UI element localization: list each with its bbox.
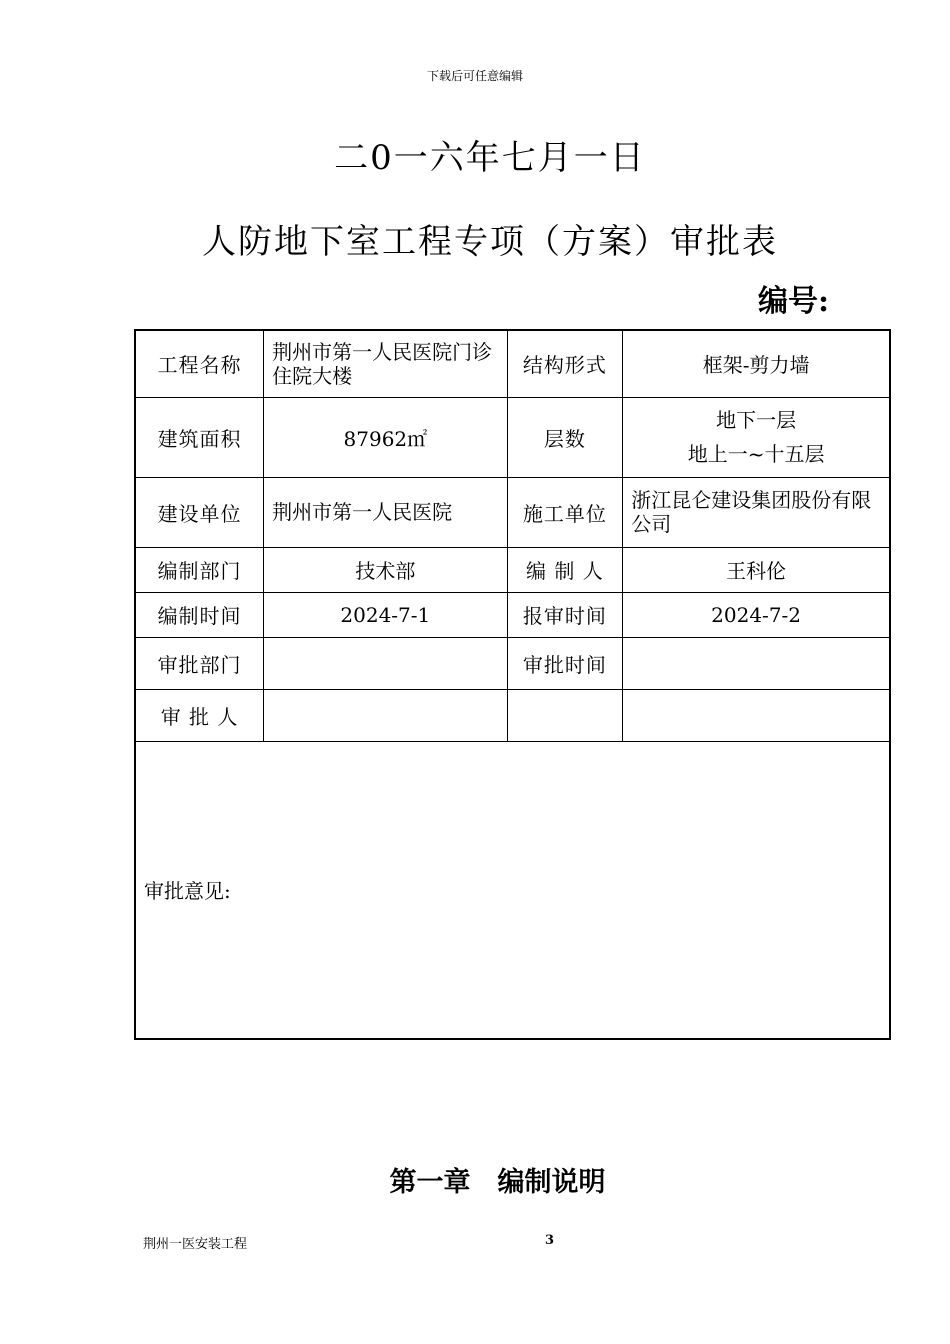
table-row — [135, 637, 890, 689]
table-row — [135, 330, 890, 397]
approval-dept-label: 审批部门 — [135, 637, 264, 689]
structure-value: 框架-剪力墙 — [623, 330, 890, 397]
floors-label: 层数 — [507, 397, 623, 477]
page-number: 3 — [545, 1233, 555, 1248]
table-row — [135, 547, 890, 592]
empty-cell — [507, 689, 623, 741]
opinion-area[interactable] — [135, 741, 890, 1039]
floors-line-2: 地上一~十五层 — [687, 442, 825, 466]
dept-value: 技术部 — [264, 547, 507, 592]
owner-label: 建设单位 — [135, 477, 264, 547]
approval-time-label: 审批时间 — [507, 637, 623, 689]
approval-dept-value[interactable] — [264, 637, 507, 689]
date-line: 二0一六年七月一日 — [334, 138, 646, 178]
prepared-time-value: 2024-7-1 — [264, 592, 507, 637]
submit-time-value: 2024-7-2 — [623, 592, 890, 637]
area-label: 建筑面积 — [135, 397, 264, 477]
author-value: 王科伦 — [623, 547, 890, 592]
chapter-title: 第一章 编制说明 — [389, 1167, 606, 1198]
submit-time-label: 报审时间 — [507, 592, 623, 637]
project-name-value: 荆州市第一人民医院门诊住院大楼 — [264, 330, 507, 397]
prepared-time-label: 编制时间 — [135, 592, 264, 637]
table-row — [135, 689, 890, 741]
footer-project-name: 荆州一医安装工程 — [143, 1237, 248, 1252]
approval-table — [134, 329, 891, 1040]
approver-label: 审 批 人 — [135, 689, 264, 741]
table-row — [135, 477, 890, 547]
serial-number-label: 编号: — [758, 284, 830, 319]
owner-value: 荆州市第一人民医院 — [264, 477, 507, 547]
table-row — [135, 592, 890, 637]
structure-label: 结构形式 — [507, 330, 623, 397]
author-label: 编 制 人 — [507, 547, 623, 592]
document-title: 人防地下室工程专项（方案）审批表 — [202, 222, 778, 262]
table-row — [135, 741, 890, 1039]
approval-time-value[interactable] — [623, 637, 890, 689]
floors-value — [623, 397, 890, 477]
contractor-label: 施工单位 — [507, 477, 623, 547]
contractor-value: 浙江昆仑建设集团股份有限公司 — [623, 477, 890, 547]
opinion-label: 审批意见: — [144, 879, 231, 903]
approver-value[interactable] — [264, 689, 507, 741]
header-note: 下载后可任意编辑 — [426, 69, 523, 83]
empty-cell — [623, 689, 890, 741]
project-name-label: 工程名称 — [135, 330, 264, 397]
dept-label: 编制部门 — [135, 547, 264, 592]
floors-line-1: 地下一层 — [716, 408, 797, 432]
table-row — [135, 397, 890, 477]
area-value: 87962㎡ — [264, 397, 507, 477]
